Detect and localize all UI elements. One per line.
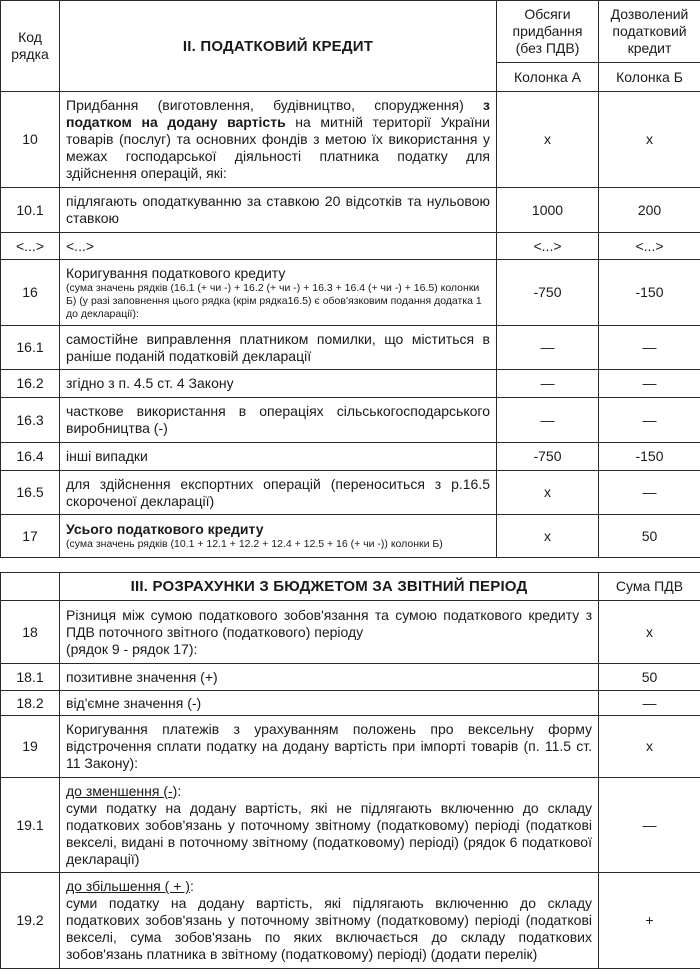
row-description: Усього податкового кредиту (сума значень рядків (10.1 + 12.1 + 12.2 + 12.4 + 12.5 + 16 (+ чи -)) колонки Б)	[60, 515, 497, 558]
table-row	[1, 92, 700, 188]
row-code: 19.1	[1, 778, 60, 873]
column-a-header: Обсяги придбання (без ПДВ)	[497, 1, 599, 63]
table-row	[1, 664, 700, 691]
section-title-budget-settlement: III. РОЗРАХУНКИ З БЮДЖЕТОМ ЗА ЗВІТНИЙ ПЕРІОД	[60, 573, 599, 601]
row-description: Придбання (виготовлення, будівництво, спорудження) з податком на додану вартість на митній території України товарів (послуг) та основних фондів з метою їх використання у межах господарської діяльності платника податку для здійснення операцій, які:	[60, 92, 497, 188]
row-code: 16.1	[1, 326, 60, 370]
column-a-value: —	[497, 326, 599, 370]
row-description: самостійне виправлення платником помилки, що міститься в раніше поданій податковій декларації	[60, 326, 497, 370]
row-description: Коригування податкового кредиту (сума значень рядків (16.1 (+ чи -) + 16.2 (+ чи -) + 16.3 + 16.4 (+ чи -) + 16.5) колонки Б) (у разі заповнення цього рядка (крім рядка16.5) є обов'язковим подання додатка 1 до декларації):	[60, 260, 497, 326]
table-row	[1, 398, 700, 443]
row-description: позитивне значення (+)	[60, 664, 599, 691]
row-code: 19.2	[1, 873, 60, 969]
table-row	[1, 716, 700, 778]
row-code: 16.4	[1, 443, 60, 471]
vat-sum-value: 50	[599, 664, 700, 691]
vat-sum-value: x	[599, 716, 700, 778]
row-code: 16.2	[1, 370, 60, 398]
vat-sum-value: x	[599, 601, 700, 664]
table-row	[1, 778, 700, 873]
column-b-value: —	[599, 398, 700, 443]
column-b-value: —	[599, 370, 700, 398]
table-row	[1, 370, 700, 398]
column-a-value: <...>	[497, 233, 599, 260]
row-code: 17	[1, 515, 60, 558]
column-b-header: Дозволений податковий кредит	[599, 1, 700, 63]
table-row	[1, 188, 700, 233]
row-code: 18.2	[1, 691, 60, 716]
column-b-value: x	[599, 92, 700, 188]
column-b-value: -150	[599, 443, 700, 471]
row-description: Різниця між сумою податкового зобов'язання та сумою податкового кредиту з ПДВ поточного звітного (податкового) періоду (рядок 9 - рядок 17):	[60, 601, 599, 664]
row-description: до збільшення ( + ): суми податку на додану вартість, які підлягають включенню до складу податкових зобов'язань у поточному звітному (податковому) періоді (податкові векселі, сума зобов'язань по яких включається до складу податкових зобов'язань платника в звітному (податковому) періоді) (додати перелік)	[60, 873, 599, 969]
table-row	[1, 691, 700, 716]
column-b-value: —	[599, 326, 700, 370]
row-code: <...>	[1, 233, 60, 260]
row-description: згідно з п. 4.5 ст. 4 Закону	[60, 370, 497, 398]
row-description: до зменшення (-): суми податку на додану вартість, які не підлягають включенню до складу податкових зобов'язань у поточному звітному (податковому) періоді (податкові векселі, видані в поточному звітному (податковому) періоді) (рядок 6 податкової декларації)	[60, 778, 599, 873]
column-a-value: -750	[497, 443, 599, 471]
table-row	[1, 515, 700, 558]
table-row	[1, 260, 700, 326]
column-b-value: -150	[599, 260, 700, 326]
code-column-header	[1, 573, 60, 601]
column-b-value: 200	[599, 188, 700, 233]
column-b-value: 50	[599, 515, 700, 558]
section-title-tax-credit: II. ПОДАТКОВИЙ КРЕДИТ	[60, 1, 497, 92]
column-b-label: Колонка Б	[599, 63, 700, 92]
vat-sum-value: —	[599, 691, 700, 716]
row-code: 18	[1, 601, 60, 664]
vat-sum-column-header: Сума ПДВ	[599, 573, 700, 601]
column-a-value: x	[497, 471, 599, 515]
column-a-value: —	[497, 370, 599, 398]
row-description: часткове використання в операціях сільськогосподарського виробництва (-)	[60, 398, 497, 443]
column-a-label: Колонка А	[497, 63, 599, 92]
vat-sum-value: —	[599, 778, 700, 873]
column-a-value: —	[497, 398, 599, 443]
vat-sum-value: +	[599, 873, 700, 969]
row-code: 16	[1, 260, 60, 326]
row-description: <...>	[60, 233, 497, 260]
row-code: 10.1	[1, 188, 60, 233]
row-code: 16.3	[1, 398, 60, 443]
table-row	[1, 601, 700, 664]
row-description: підлягають оподаткуванню за ставкою 20 відсотків та нульовою ставкою	[60, 188, 497, 233]
table-row	[1, 326, 700, 370]
column-a-value: x	[497, 515, 599, 558]
row-description: від'ємне значення (-)	[60, 691, 599, 716]
code-column-header: Код рядка	[1, 1, 60, 92]
column-a-value: -750	[497, 260, 599, 326]
row-code: 16.5	[1, 471, 60, 515]
column-a-value: x	[497, 92, 599, 188]
column-b-value: <...>	[599, 233, 700, 260]
row-description: для здійснення експортних операцій (переноситься з р.16.5 скороченої декларації)	[60, 471, 497, 515]
row-code: 10	[1, 92, 60, 188]
row-code: 19	[1, 716, 60, 778]
budget-settlement-table	[0, 572, 700, 969]
table-row	[1, 443, 700, 471]
table-row	[1, 233, 700, 260]
row-code: 18.1	[1, 664, 60, 691]
table-row	[1, 471, 700, 515]
row-description: інші випадки	[60, 443, 497, 471]
table-row	[1, 873, 700, 969]
column-a-value: 1000	[497, 188, 599, 233]
column-b-value: —	[599, 471, 700, 515]
row-description: Коригування платежів з урахуванням положень про вексельну форму відстрочення сплати податку на додану вартість при імпорті товарів (п. 11.5 ст. 11 Закону):	[60, 716, 599, 778]
